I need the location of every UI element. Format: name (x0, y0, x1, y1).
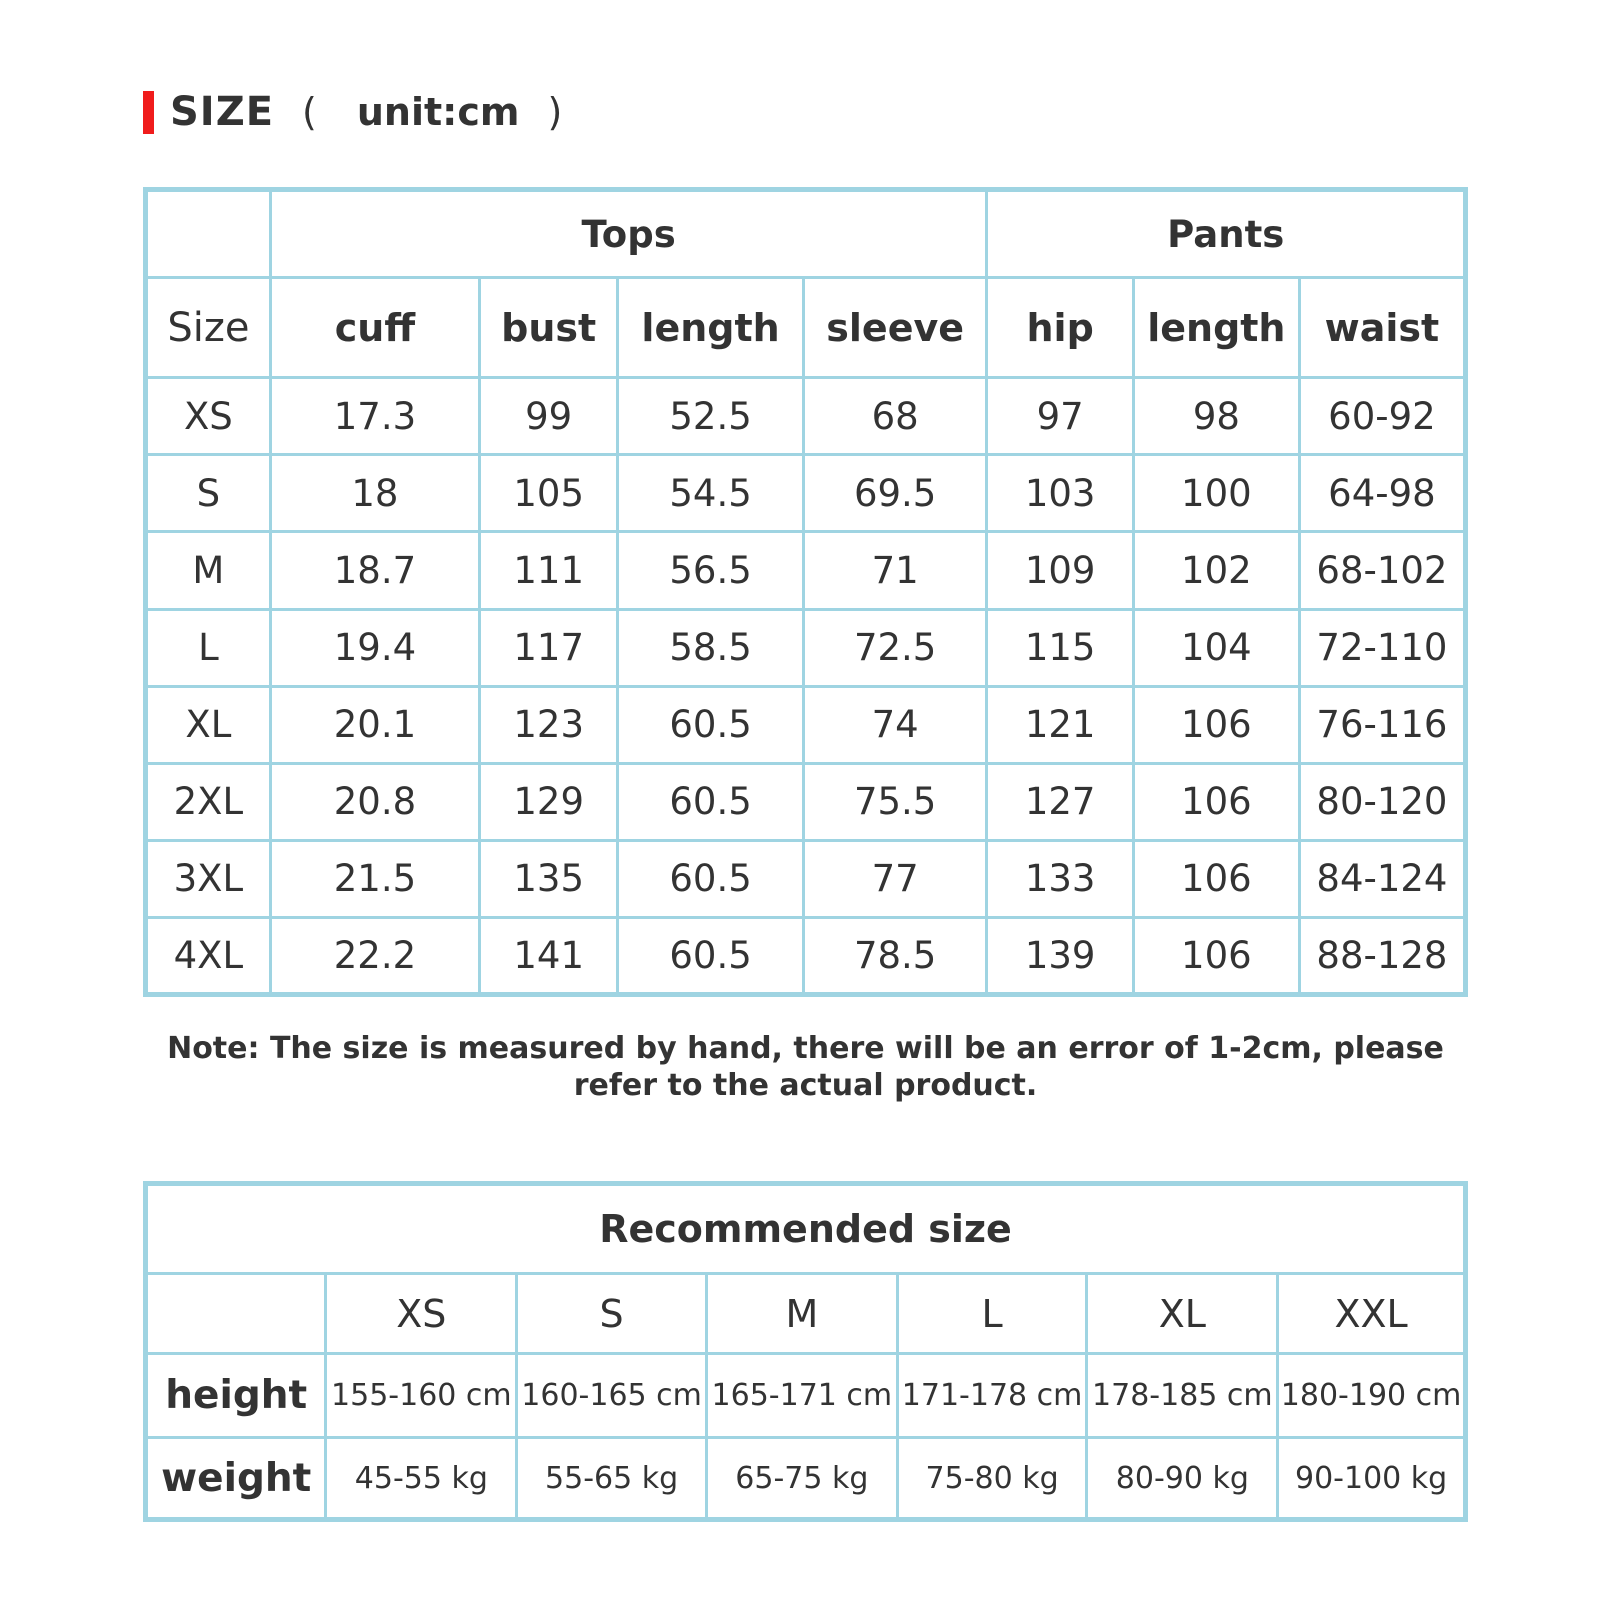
recommended-size-cell: XL (1087, 1274, 1278, 1354)
measurement-cell: 68 (803, 378, 987, 455)
height-range-cell: 178-185 cm (1087, 1354, 1278, 1438)
measurement-cell: 69.5 (803, 455, 987, 532)
pants-group-header: Pants (987, 190, 1466, 278)
heading-paren-open: ( (302, 90, 317, 134)
measurement-cell: 106 (1133, 840, 1299, 917)
size-row (146, 532, 1466, 609)
measurement-cell: 117 (480, 609, 618, 686)
measurement-cell: 84-124 (1299, 840, 1465, 917)
height-label: height (146, 1354, 326, 1438)
column-header: hip (987, 278, 1133, 378)
measurement-cell: 139 (987, 917, 1133, 994)
recommended-size-cell: XXL (1278, 1274, 1466, 1354)
height-range-cell: 165-171 cm (706, 1354, 897, 1438)
recommended-size-cell: M (706, 1274, 897, 1354)
measurement-cell: 60-92 (1299, 378, 1465, 455)
size-row (146, 378, 1466, 455)
measurement-cell: 99 (480, 378, 618, 455)
column-header: waist (1299, 278, 1465, 378)
measurement-cell: 115 (987, 609, 1133, 686)
weight-range-cell: 75-80 kg (897, 1438, 1087, 1520)
measurement-cell: 72.5 (803, 609, 987, 686)
size-row (146, 763, 1466, 840)
recommended-weight-row (146, 1438, 1466, 1520)
measurement-cell: 98 (1133, 378, 1299, 455)
weight-range-cell: 90-100 kg (1278, 1438, 1466, 1520)
weight-range-cell: 55-65 kg (517, 1438, 707, 1520)
measurement-cell: 105 (480, 455, 618, 532)
measurement-cell: 19.4 (270, 609, 479, 686)
size-row (146, 840, 1466, 917)
measurement-cell: 100 (1133, 455, 1299, 532)
measurement-cell: 104 (1133, 609, 1299, 686)
height-range-cell: 160-165 cm (517, 1354, 707, 1438)
recommended-size-cell: XS (326, 1274, 517, 1354)
note-line-1: Note: The size is measured by hand, there will be an error of 1-2cm, please (167, 1031, 1444, 1066)
measurement-note (143, 1030, 1468, 1104)
heading-paren-close: ) (547, 90, 563, 134)
recommended-size-row (146, 1274, 1466, 1354)
measurement-cell: 106 (1133, 917, 1299, 994)
measurement-cell: 71 (803, 532, 987, 609)
measurement-cell: 17.3 (270, 378, 479, 455)
measurement-cell: 123 (480, 686, 618, 763)
measurement-cell: 109 (987, 532, 1133, 609)
measurement-cell: 76-116 (1299, 686, 1465, 763)
size-column-header: Size (146, 278, 271, 378)
height-range-cell: 155-160 cm (326, 1354, 517, 1438)
size-label-cell: XS (146, 378, 271, 455)
column-header: cuff (270, 278, 479, 378)
recommended-corner-cell (146, 1274, 326, 1354)
size-label-cell: 2XL (146, 763, 271, 840)
weight-range-cell: 80-90 kg (1087, 1438, 1278, 1520)
weight-label: weight (146, 1438, 326, 1520)
measurement-cell: 121 (987, 686, 1133, 763)
size-row (146, 455, 1466, 532)
recommended-size-table (143, 1181, 1468, 1522)
measurement-cell: 74 (803, 686, 987, 763)
measurement-cell: 103 (987, 455, 1133, 532)
measurement-cell: 135 (480, 840, 618, 917)
measurement-cell: 22.2 (270, 917, 479, 994)
measurement-cell: 106 (1133, 686, 1299, 763)
size-label-cell: S (146, 455, 271, 532)
measurement-cell: 18 (270, 455, 479, 532)
recommended-height-row (146, 1354, 1466, 1438)
measurement-cell: 56.5 (618, 532, 804, 609)
column-header: sleeve (803, 278, 987, 378)
size-label-cell: M (146, 532, 271, 609)
measurement-cell: 68-102 (1299, 532, 1465, 609)
column-header: length (1133, 278, 1299, 378)
measurement-cell: 111 (480, 532, 618, 609)
measurement-cell: 133 (987, 840, 1133, 917)
measurement-cell: 60.5 (618, 686, 804, 763)
column-header: bust (480, 278, 618, 378)
measurement-cell: 20.8 (270, 763, 479, 840)
recommended-title: Recommended size (146, 1184, 1466, 1274)
height-range-cell: 180-190 cm (1278, 1354, 1466, 1438)
measurement-cell: 129 (480, 763, 618, 840)
recommended-size-cell: S (517, 1274, 707, 1354)
height-range-cell: 171-178 cm (897, 1354, 1087, 1438)
measurement-cell: 102 (1133, 532, 1299, 609)
measurement-cell: 18.7 (270, 532, 479, 609)
measurement-cell: 72-110 (1299, 609, 1465, 686)
recommended-size-cell: L (897, 1274, 1087, 1354)
corner-cell (146, 190, 271, 278)
size-label-cell: 4XL (146, 917, 271, 994)
weight-range-cell: 65-75 kg (706, 1438, 897, 1520)
measurement-cell: 141 (480, 917, 618, 994)
measurement-cell: 75.5 (803, 763, 987, 840)
measurement-cell: 77 (803, 840, 987, 917)
measurement-cell: 60.5 (618, 840, 804, 917)
size-label-cell: L (146, 609, 271, 686)
size-label-cell: 3XL (146, 840, 271, 917)
measurement-cell: 20.1 (270, 686, 479, 763)
recommended-title-row (146, 1184, 1466, 1274)
heading-title: SIZE (170, 89, 275, 135)
measurement-cell: 64-98 (1299, 455, 1465, 532)
group-header-row (146, 190, 1466, 278)
size-row (146, 609, 1466, 686)
measurement-cell: 78.5 (803, 917, 987, 994)
measurement-cell: 127 (987, 763, 1133, 840)
size-row (146, 686, 1466, 763)
measurement-cell: 97 (987, 378, 1133, 455)
note-line-2: refer to the actual product. (573, 1068, 1038, 1103)
section-heading (143, 84, 562, 140)
measurement-cell: 54.5 (618, 455, 804, 532)
column-header-row (146, 278, 1466, 378)
measurement-cell: 80-120 (1299, 763, 1465, 840)
measurement-cell: 52.5 (618, 378, 804, 455)
measurement-cell: 60.5 (618, 917, 804, 994)
column-header: length (618, 278, 804, 378)
measurement-cell: 58.5 (618, 609, 804, 686)
size-row (146, 917, 1466, 994)
tops-group-header: Tops (270, 190, 987, 278)
measurement-cell: 88-128 (1299, 917, 1465, 994)
red-accent-bar (143, 91, 154, 134)
heading-unit: unit:cm (356, 90, 520, 134)
measurement-cell: 21.5 (270, 840, 479, 917)
weight-range-cell: 45-55 kg (326, 1438, 517, 1520)
measurement-cell: 60.5 (618, 763, 804, 840)
size-label-cell: XL (146, 686, 271, 763)
measurement-cell: 106 (1133, 763, 1299, 840)
size-table (143, 187, 1468, 997)
